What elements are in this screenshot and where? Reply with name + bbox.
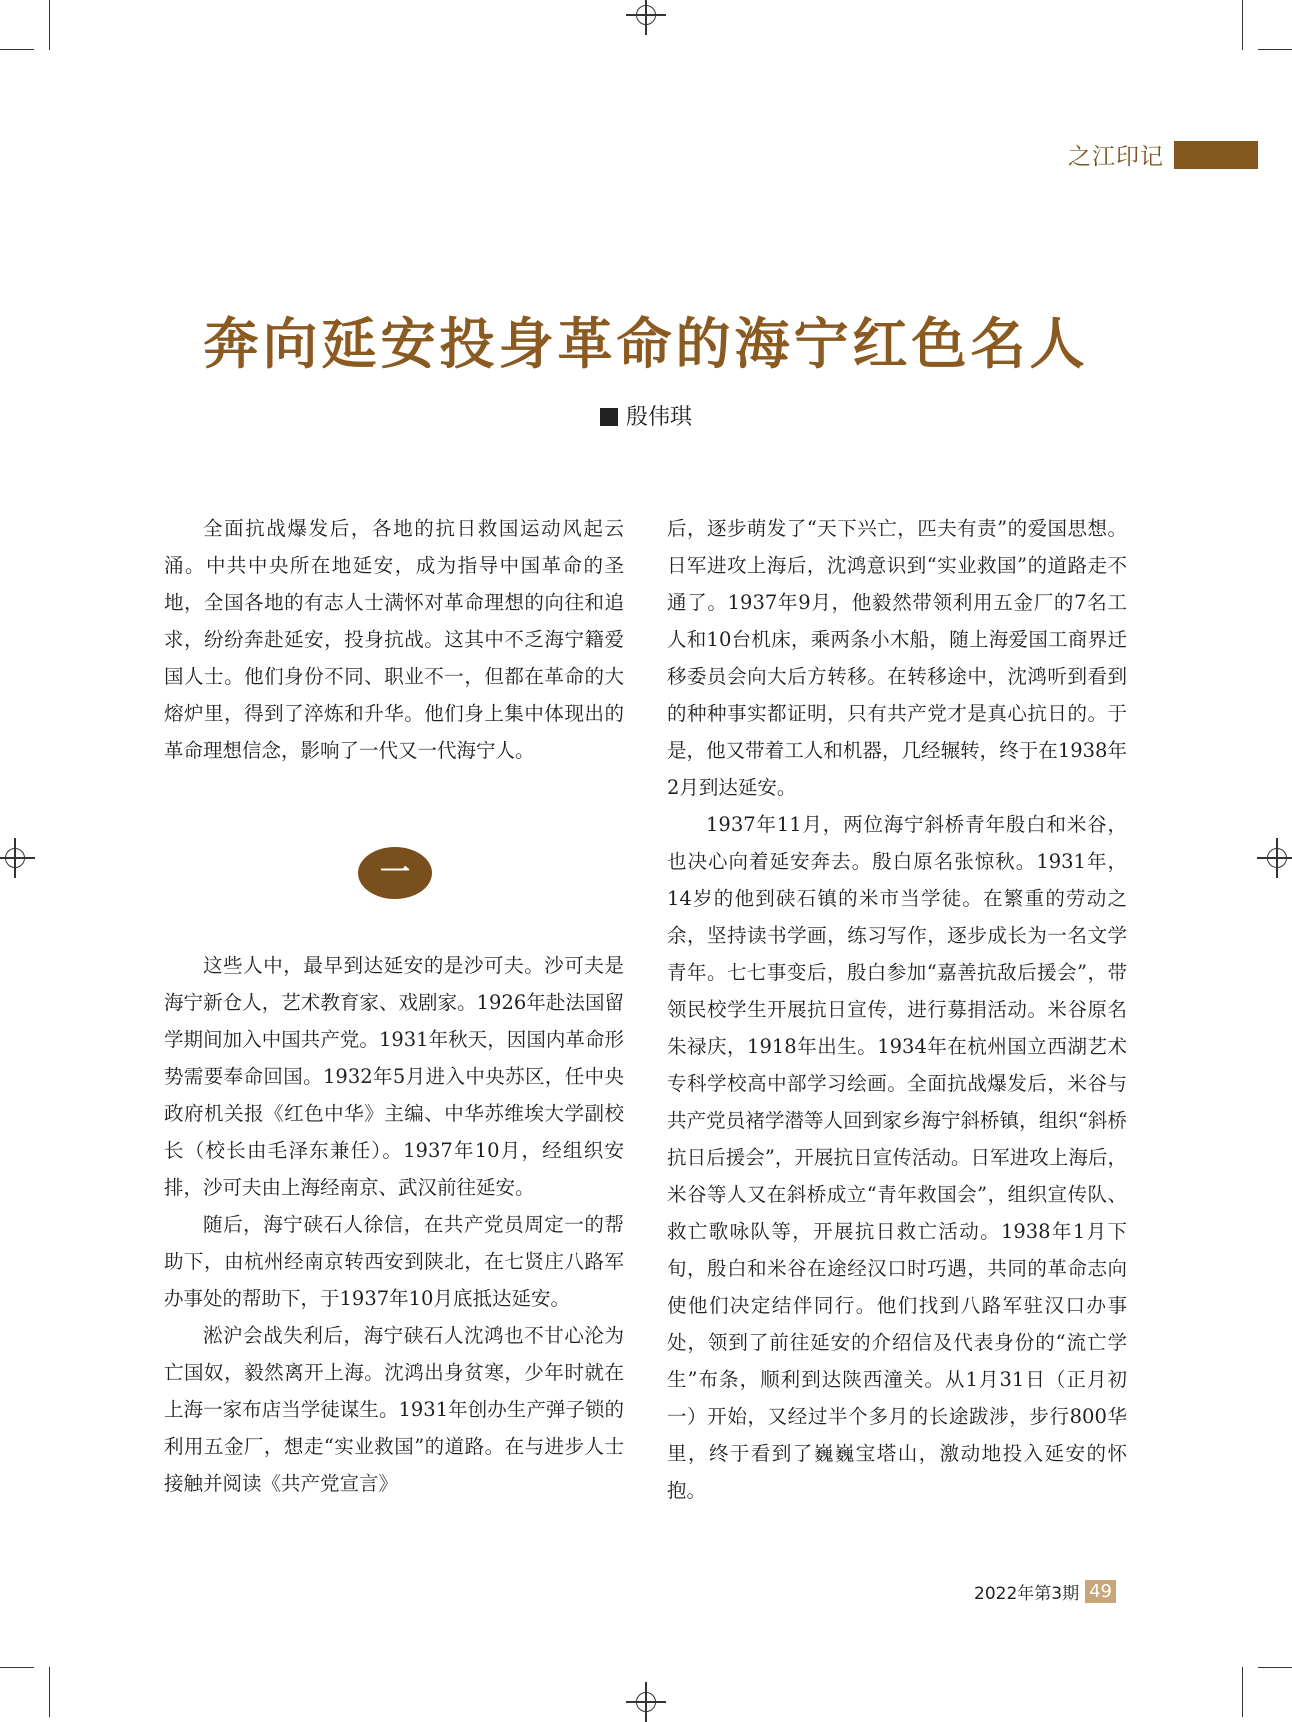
author-name: 殷伟琪 (625, 405, 692, 430)
paragraph: 1937年11月，两位海宁斜桥青年殷白和米谷，也决心向着延安奔去。殷白原名张惊秋。1931年，14岁的他到硖石镇的米市当学徒。在繁重的劳动之余，坚持读书学画，练习写作，逐步成长为一名文学青年。七七事变后，殷白参加“嘉善抗敌后援会”，带领民校学生开展抗日宣传，进行募捐活动。米谷原名朱禄庆，1918年出生。1934年在杭州国立西湖艺术专科学校高中部学习绘画。全面抗战爆发后，米谷与共产党员褚学潜等人回到家乡海宁斜桥镇，组织“斜桥抗日后援会”，开展抗日宣传活动。日军进攻上海后，米谷等人又在斜桥成立“青年救国会”，组织宣传队、救亡歌咏队等，开展抗日救亡活动。1938年1月下旬，殷白和米谷在途经汉口时巧遇，共同的革命志向使他们决定结伴同行。他们找到八路军驻汉口办事处，领到了前往延安的介绍信及代表身份的“流亡学生”布条，顺利到达陕西潼关。从1月31日（正月初一）开始，又经过半个多月的长途跋涉，步行800华里，终于看到了巍巍宝塔山，激动地投入延安的怀抱。 (667, 813, 1127, 1502)
section-number-badge (358, 847, 432, 899)
page-number: 49 (1085, 1580, 1116, 1603)
registration-mark-icon (1257, 838, 1292, 878)
registration-mark-icon (626, 1682, 666, 1722)
square-bullet-icon (600, 408, 618, 426)
section-bar (1174, 141, 1258, 169)
crop-mark (49, 1667, 50, 1717)
section-tag (1068, 138, 1258, 171)
paragraph: 这些人中，最早到达延安的是沙可夫。沙可夫是海宁新仓人，艺术教育家、戏剧家。1926年赴法国留学期间加入中国共产党。1931年秋天，因国内革命形势需要奉命回国。1932年5月进入中央苏区，任中央政府机关报《红色中华》主编、中华苏维埃大学副校长（校长由毛泽东兼任）。1937年10月，经组织安排，沙可夫由上海经南京、武汉前往延安。 (164, 954, 624, 1199)
right-column (667, 510, 1127, 1509)
registration-mark-icon (0, 838, 35, 878)
registration-mark-icon (626, 0, 666, 35)
crop-mark (1242, 0, 1243, 50)
crop-mark (1258, 1667, 1292, 1668)
article-title: 奔向延安投身革命的海宁红色名人 (203, 312, 1089, 376)
crop-mark (1242, 1667, 1243, 1717)
paragraph: 淞沪会战失利后，海宁硖石人沈鸿也不甘心沦为亡国奴，毅然离开上海。沈鸿出身贫寒，少年时就在上海一家布店当学徒谋生。1931年创办生产弹子锁的利用五金厂，想走“实业救国”的道路。在与进步人士接触并阅读《共产党宣言》 (164, 1324, 624, 1495)
crop-mark (49, 0, 50, 50)
paragraph: 全面抗战爆发后，各地的抗日救国运动风起云涌。中共中央所在地延安，成为指导中国革命的圣地，全国各地的有志人士满怀对革命理想的向往和追求，纷纷奔赴延安，投身抗战。这其中不乏海宁籍爱国人士。他们身份不同、职业不一，但都在革命的大熔炉里，得到了淬炼和升华。他们身上集中体现出的革命理想信念，影响了一代又一代海宁人。 (164, 517, 624, 762)
crop-mark (0, 1667, 34, 1668)
paragraph-continued: 后，逐步萌发了“天下兴亡，匹夫有责”的爱国思想。日军进攻上海后，沈鸿意识到“实业救国”的道路走不通了。1937年9月，他毅然带领利用五金厂的7名工人和10台机床，乘两条小木船，随上海爱国工商界迁移委员会向大后方转移。在转移途中，沈鸿听到看到的种种事实都证明，只有共产党才是真心抗日的。于是，他又带着工人和机器，几经辗转，终于在1938年2月到达延安。 (667, 517, 1127, 799)
paragraph: 随后，海宁硖石人徐信，在共产党员周定一的帮助下，由杭州经南京转西安到陕北，在七贤庄八路军办事处的帮助下，于1937年10月底抵达延安。 (164, 1213, 624, 1310)
page-footer (974, 1579, 1116, 1604)
crop-mark (1258, 49, 1292, 50)
issue-label: 2022年第3期 (974, 1584, 1080, 1604)
author-line (0, 400, 1292, 431)
crop-mark (0, 49, 34, 50)
left-column-body (164, 947, 624, 1502)
section-label: 之江印记 (1068, 144, 1164, 170)
left-column-intro (164, 510, 624, 769)
section-number: 一 (380, 855, 410, 890)
